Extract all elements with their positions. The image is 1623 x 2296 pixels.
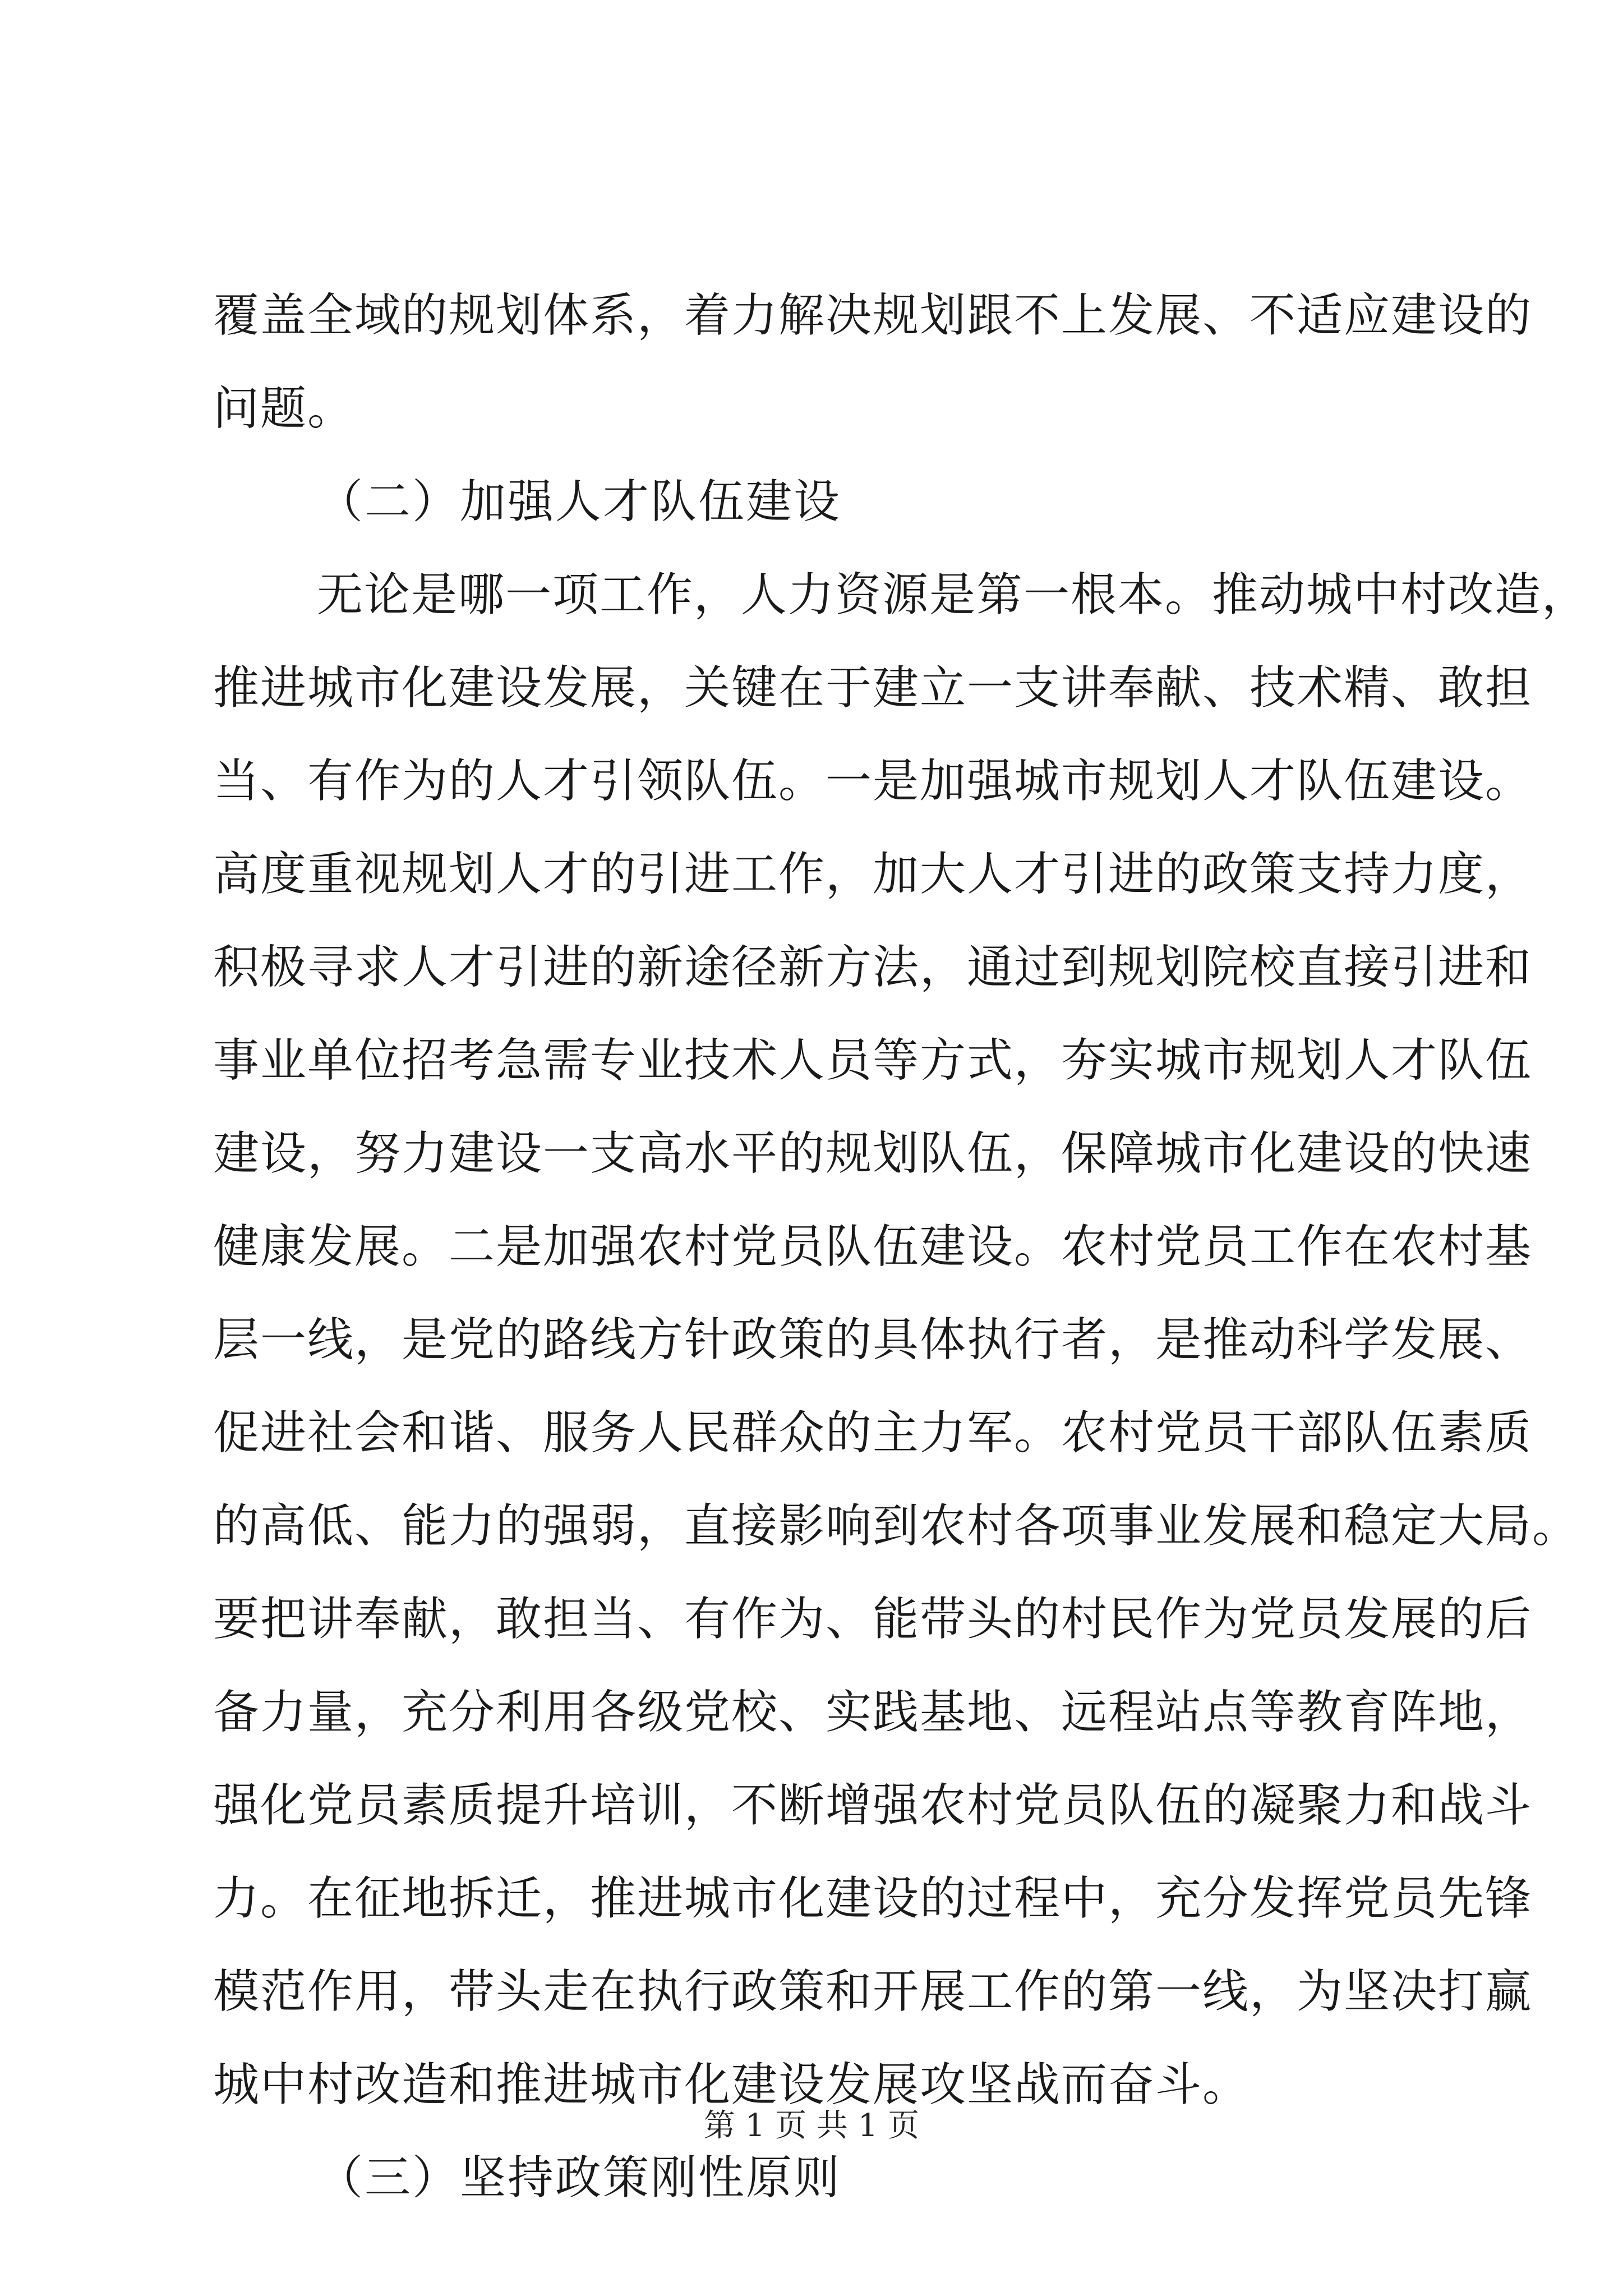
text-line: 问题。 — [213, 382, 355, 435]
section-heading-3: （三）坚持政策刚性原则 — [317, 2151, 842, 2205]
text-line: 力。在征地拆迁，推进城市化建设的过程中，充分发挥党员先锋 — [213, 1872, 1533, 1925]
text-line: 健康发展。二是加强农村党员队伍建设。农村党员工作在农村基 — [213, 1220, 1533, 1273]
text-line: 模范作用，带头走在执行政策和开展工作的第一线，为坚决打赢 — [213, 1965, 1533, 2018]
page-footer: 第 1 页 共 1 页 — [703, 2108, 920, 2144]
paragraph-intro — [213, 269, 1533, 455]
text-line: 的高低、能力的强弱，直接影响到农村各项事业发展和稳定大局。 — [213, 1499, 1580, 1553]
text-line: 备力量，充分利用各级党校、实践基地、远程站点等教育阵地， — [213, 1686, 1533, 1739]
text-line: 覆盖全域的规划体系，着力解决规划跟不上发展、不适应建设的 — [213, 289, 1533, 342]
text-line: 无论是哪一项工作，人力资源是第一根本。推动城中村改造， — [317, 568, 1589, 622]
document-body — [213, 269, 1589, 2225]
text-line: 要把讲奉献，敢担当、有作为、能带头的村民作为党员发展的后 — [213, 1593, 1533, 1646]
text-line: 强化党员素质提升培训，不断增强农村党员队伍的凝聚力和战斗 — [213, 1779, 1533, 1832]
text-line: 促进社会和谐、服务人民群众的主力军。农村党员干部队伍素质 — [213, 1406, 1533, 1460]
text-line: 积极寻求人才引进的新途径新方法，通过到规划院校直接引进和 — [213, 941, 1533, 994]
text-line: 城中村改造和推进城市化建设发展攻坚战而奋斗。 — [213, 2058, 1250, 2111]
text-line: 事业单位招考急需专业技术人员等方式，夯实城市规划人才队伍 — [213, 1034, 1533, 1087]
text-line: 层一线，是党的路线方针政策的具体执行者，是推动科学发展、 — [213, 1313, 1533, 1366]
text-line: 当、有作为的人才引领队伍。一是加强城市规划人才队伍建设。 — [213, 754, 1533, 808]
section-heading-2: （二）加强人才队伍建设 — [317, 475, 842, 528]
text-line: 建设，努力建设一支高水平的规划队伍，保障城市化建设的快速 — [213, 1127, 1533, 1180]
paragraph-talent-team — [213, 549, 1589, 2132]
text-line: 高度重视规划人才的引进工作，加大人才引进的政策支持力度， — [213, 848, 1533, 901]
text-line: 推进城市化建设发展，关键在于建立一支讲奉献、技术精、敢担 — [213, 661, 1533, 715]
